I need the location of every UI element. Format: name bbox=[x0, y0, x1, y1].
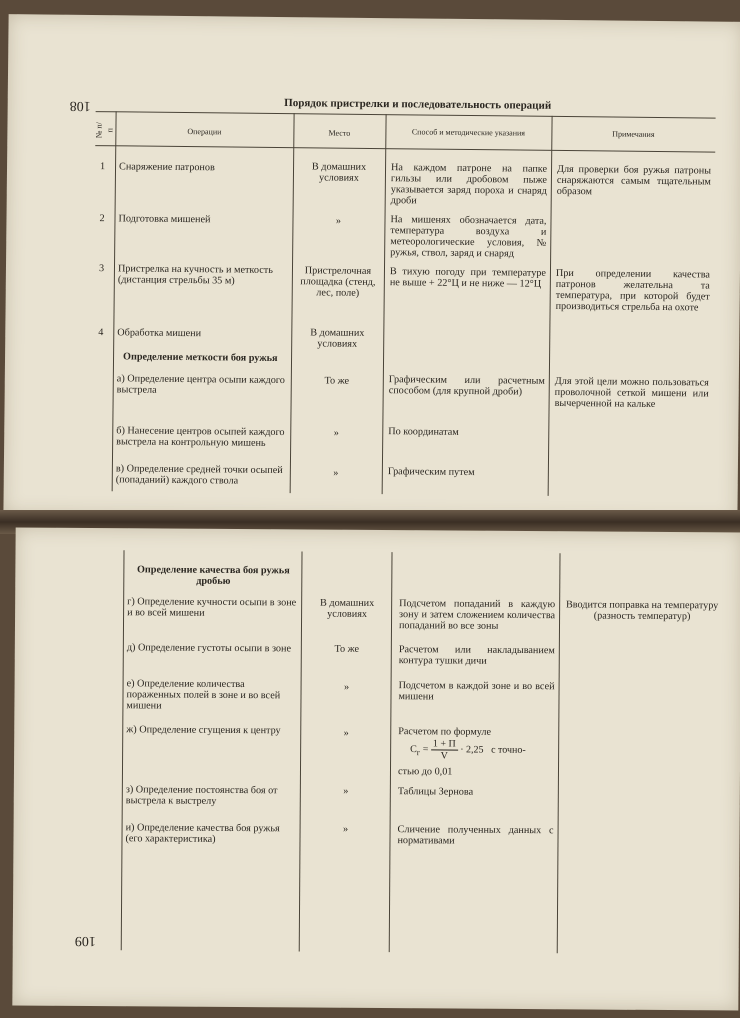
formula-fraction bbox=[431, 738, 458, 761]
row-method: По координатам bbox=[388, 426, 459, 438]
row-num: 2 bbox=[99, 213, 105, 225]
row-place: » bbox=[343, 681, 350, 693]
row-operation: Подготовка мишеней bbox=[118, 213, 211, 226]
row-place: » bbox=[335, 215, 342, 227]
row-num: 1 bbox=[99, 161, 106, 173]
col-line bbox=[382, 114, 387, 494]
row-place: В домашних условиях bbox=[310, 327, 365, 350]
row-place: Пристрелочная площадка (стенд, лес, поле) bbox=[300, 265, 376, 299]
row-notes: Для этой цели можно пользоваться проволочной сеткой мишени или вычерченной на кальке bbox=[554, 375, 709, 410]
header-notes: Примечания bbox=[612, 129, 655, 139]
row-operation: з) Определение постоянства боя от выстрела к выстрелу bbox=[125, 784, 278, 807]
row-operation: и) Определение качества боя ружья (его характеристика) bbox=[125, 822, 280, 845]
row-place: » bbox=[343, 727, 349, 739]
row-method: Расчетом или накладыванием контура тушки дичи bbox=[398, 644, 555, 667]
table-title: Порядок пристрелки и последовательность операций bbox=[284, 97, 552, 112]
row-method: На мишенях обозначается дата, температура воздуха и метеорологические условия, № ружья, ствол, заряд и снаряд bbox=[390, 214, 547, 260]
formula-numerator: 1 + П bbox=[431, 738, 458, 750]
density-formula: $C_г$ = $\frac{1 + П}{V}$ · 2,25 с точно- bbox=[410, 738, 526, 762]
row-operation: б) Нанесение центров осыпей каждого выстрела на контрольную мишень bbox=[116, 425, 285, 449]
col-line bbox=[548, 116, 553, 496]
header-num: № п/п bbox=[94, 122, 115, 139]
header-method: Способ и методические указания bbox=[411, 127, 526, 138]
row-method: Подсчетом попаданий в каждую зону и затем сложением количества попаданий во все зоны bbox=[398, 598, 556, 632]
formula-lhs: C bbox=[410, 744, 417, 756]
row-operation: д) Определение густоты осыпи в зоне bbox=[126, 642, 292, 655]
row-method: Сличение полученных данных с нормативами bbox=[397, 824, 554, 847]
row-notes: Для проверки боя ружья патроны снаряжаются самым тщательным образом bbox=[556, 163, 712, 198]
col-line bbox=[389, 552, 393, 952]
row-place: В домашних условиях bbox=[320, 597, 375, 620]
row-num: 3 bbox=[98, 263, 105, 275]
row-operation: Снаряжение патронов bbox=[118, 161, 215, 174]
row-notes: При определении качества патронов желательна та температура, при которой будет производиться стрельба на охоте bbox=[555, 267, 711, 314]
page-number: 108 bbox=[69, 97, 91, 114]
row-method: Расчетом по формуле bbox=[398, 726, 492, 738]
row-operation: Обработка мишени bbox=[117, 327, 202, 340]
row-notes: Вводится поправка на температуру (разность температур) bbox=[565, 599, 719, 623]
header-top-rule bbox=[96, 111, 716, 118]
row-method: Графическим или расчетным способом (для крупной дроби) bbox=[388, 374, 545, 398]
row-method: На каждом патроне на папке гильзы или дробовом пыже указывается заряд пороха и снаряд дроби bbox=[390, 162, 548, 207]
header-bottom-rule bbox=[95, 145, 715, 152]
formula-multiplier: · 2,25 bbox=[460, 744, 484, 756]
row-method: Подсчетом в каждой зоне и во всей мишени bbox=[398, 680, 555, 703]
row-method: Таблицы Зернова bbox=[397, 786, 474, 798]
row-method: В тихую погоду при температуре не выше + 22°Ц и не ниже — 12°Ц bbox=[389, 266, 547, 290]
page-number: 109 bbox=[74, 932, 96, 949]
row-operation: а) Определение центра осыпи каждого выстрела bbox=[116, 373, 285, 396]
row-operation: ж) Определение сгущения к центру bbox=[126, 724, 281, 737]
row-place: » bbox=[342, 823, 349, 835]
formula-lhs-sub: г bbox=[416, 748, 421, 758]
row-place: » bbox=[333, 467, 339, 479]
row-operation: Пристрелка на кучность и меткость (дистанция стрельбы 35 м) bbox=[117, 263, 273, 287]
row-place: » bbox=[343, 785, 349, 797]
page-108 bbox=[3, 14, 740, 522]
formula-accuracy: с точно- bbox=[491, 744, 526, 756]
row-place: В домашних условиях bbox=[311, 161, 367, 184]
formula-accuracy-cont: стью до 0,01 bbox=[397, 766, 453, 778]
row-place: То же bbox=[324, 375, 350, 387]
header-operation: Операции bbox=[187, 127, 222, 137]
section-heading: Определение меткости боя ружья bbox=[122, 351, 278, 365]
col-line bbox=[299, 551, 303, 951]
page-109 bbox=[12, 527, 740, 1010]
row-method: Графическим путем bbox=[387, 466, 475, 479]
formula-denominator: V bbox=[440, 750, 448, 762]
col-line bbox=[121, 550, 125, 950]
row-place: То же bbox=[334, 643, 360, 655]
row-num: 4 bbox=[98, 327, 104, 339]
header-place: Место bbox=[328, 128, 351, 138]
row-operation: г) Определение кучности осыпи в зоне и во всей мишени bbox=[127, 596, 297, 619]
section-heading: Определение качества боя ружья дробью bbox=[136, 564, 290, 587]
row-operation: е) Определение количества пораженных полей в зоне и во всей мишени bbox=[126, 678, 281, 712]
row-place: » bbox=[333, 427, 339, 439]
row-operation: в) Определение средней точки осыпей (попаданий) каждого ствола bbox=[115, 463, 283, 487]
